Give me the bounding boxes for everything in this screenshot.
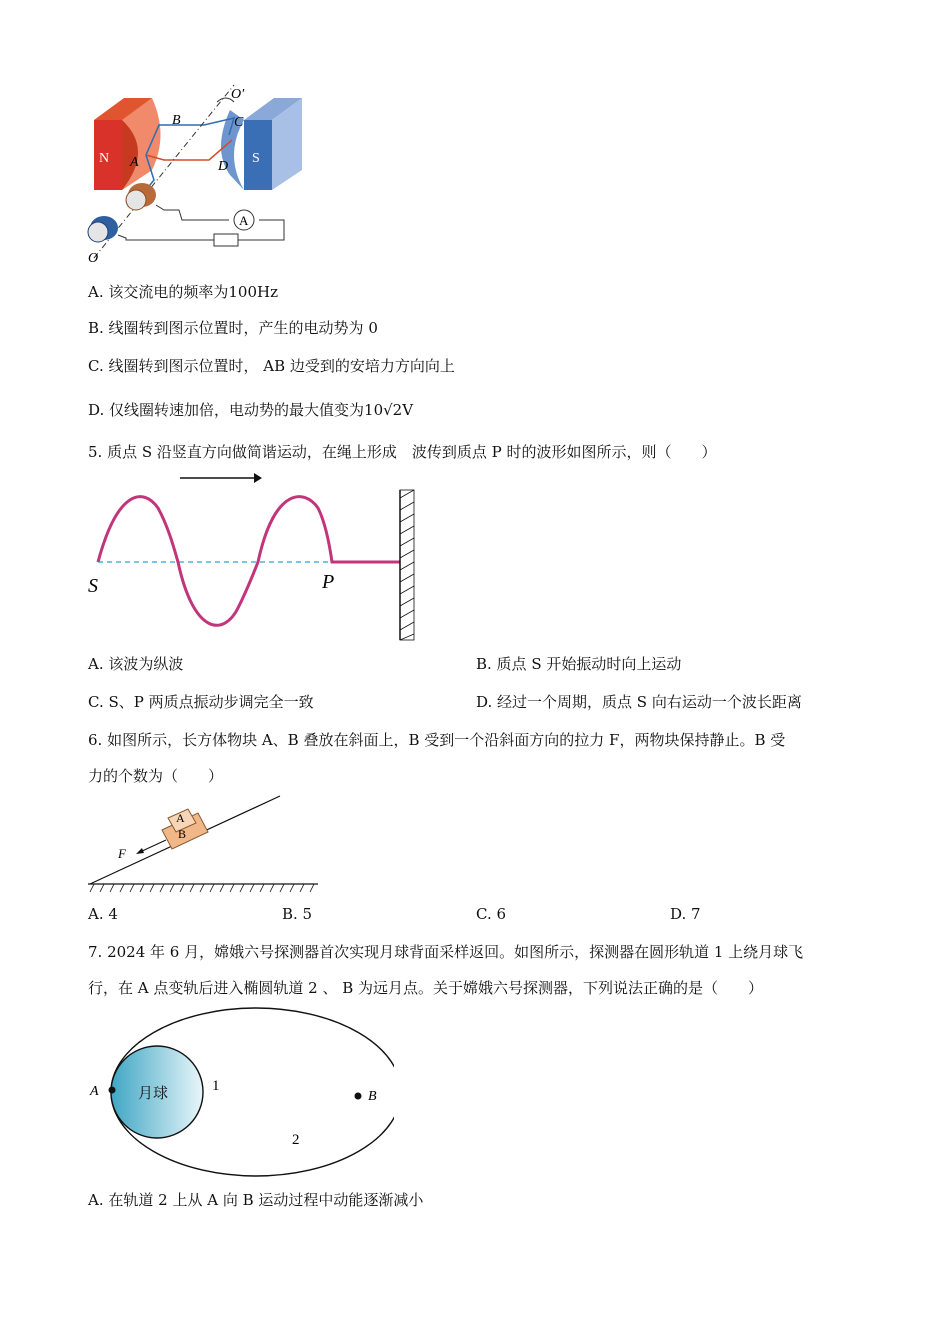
q6-option-b: B. 5 bbox=[282, 905, 313, 923]
q6-stem-line1: 6. 如图所示，长方体物块 A、B 叠放在斜面上，B 受到一个沿斜面方向的拉力 F，两物块保持静止。B 受 bbox=[88, 731, 786, 749]
label-S: S bbox=[252, 151, 260, 166]
q6-option-d: D. 7 bbox=[670, 905, 701, 923]
q6-option-c: C. 6 bbox=[476, 905, 507, 923]
label-O-prime: O' bbox=[231, 87, 245, 102]
q7-option-a: A. 在轨道 2 上从 A 向 B 运动过程中动能逐渐减小 bbox=[88, 1191, 424, 1209]
force-arrow-icon bbox=[136, 848, 144, 854]
label-B: B bbox=[368, 1089, 377, 1104]
point-b bbox=[355, 1093, 362, 1100]
q7-stem-line1: 7. 2024 年 6 月，嫦娥六号探测器首次实现月球背面采样返回。如图所示，探测器在圆形轨道 1 上绕月球飞 bbox=[88, 943, 804, 961]
label-N: N bbox=[99, 151, 110, 166]
q4-option-d: D. 仅线圈转速加倍，电动势的最大值变为10√2V bbox=[88, 401, 414, 419]
incline-figure bbox=[84, 792, 324, 896]
orbit-figure bbox=[84, 1004, 394, 1184]
orbit-1-label: 1 bbox=[212, 1078, 220, 1094]
q5-option-b: B. 质点 S 开始振动时向上运动 bbox=[476, 655, 682, 673]
moon-label: 月球 bbox=[138, 1086, 169, 1102]
generator-figure bbox=[84, 80, 314, 270]
label-F: F bbox=[118, 846, 126, 861]
q4-option-a: A. 该交流电的频率为100Hz bbox=[88, 283, 278, 301]
label-P: P bbox=[322, 571, 335, 593]
resistor-icon bbox=[214, 234, 238, 246]
arrow-right-icon bbox=[254, 473, 262, 483]
q6-stem-line2: 力的个数为（ ） bbox=[88, 767, 224, 785]
q5-option-d: D. 经过一个周期，质点 S 向右运动一个波长距离 bbox=[476, 693, 802, 711]
q4-option-c: C. 线圈转到图示位置时， AB 边受到的安培力方向向上 bbox=[88, 357, 455, 375]
q5-option-a: A. 该波为纵波 bbox=[88, 655, 184, 673]
label-S: S bbox=[88, 575, 98, 597]
label-D: D bbox=[218, 159, 229, 174]
q7-stem-line2: 行，在 A 点变轨后进入椭圆轨道 2 、 B 为远月点。关于嫦娥六号探测器，下列说法正确的是（ ） bbox=[88, 979, 764, 997]
wave-figure bbox=[84, 468, 424, 648]
orbit-2-label: 2 bbox=[292, 1132, 300, 1148]
label-O: O bbox=[88, 251, 99, 266]
point-a bbox=[109, 1087, 116, 1094]
label-A: A bbox=[130, 155, 139, 170]
wave-curve bbox=[98, 497, 400, 626]
q6-option-a: A. 4 bbox=[88, 905, 118, 923]
label-B: B bbox=[178, 827, 187, 841]
label-A: A bbox=[90, 1084, 99, 1099]
q4-option-b: B. 线圈转到图示位置时，产生的电动势为 0 bbox=[88, 319, 378, 337]
label-B: B bbox=[172, 113, 181, 128]
label-A: A bbox=[176, 811, 185, 825]
label-C: C bbox=[234, 115, 244, 130]
q5-stem: 5. 质点 S 沿竖直方向做简谐运动，在绳上形成 波传到质点 P 时的波形如图所示，则（ ） bbox=[88, 443, 717, 461]
ammeter-label: A bbox=[239, 213, 249, 228]
q5-option-c: C. S、P 两质点振动步调完全一致 bbox=[88, 693, 314, 711]
